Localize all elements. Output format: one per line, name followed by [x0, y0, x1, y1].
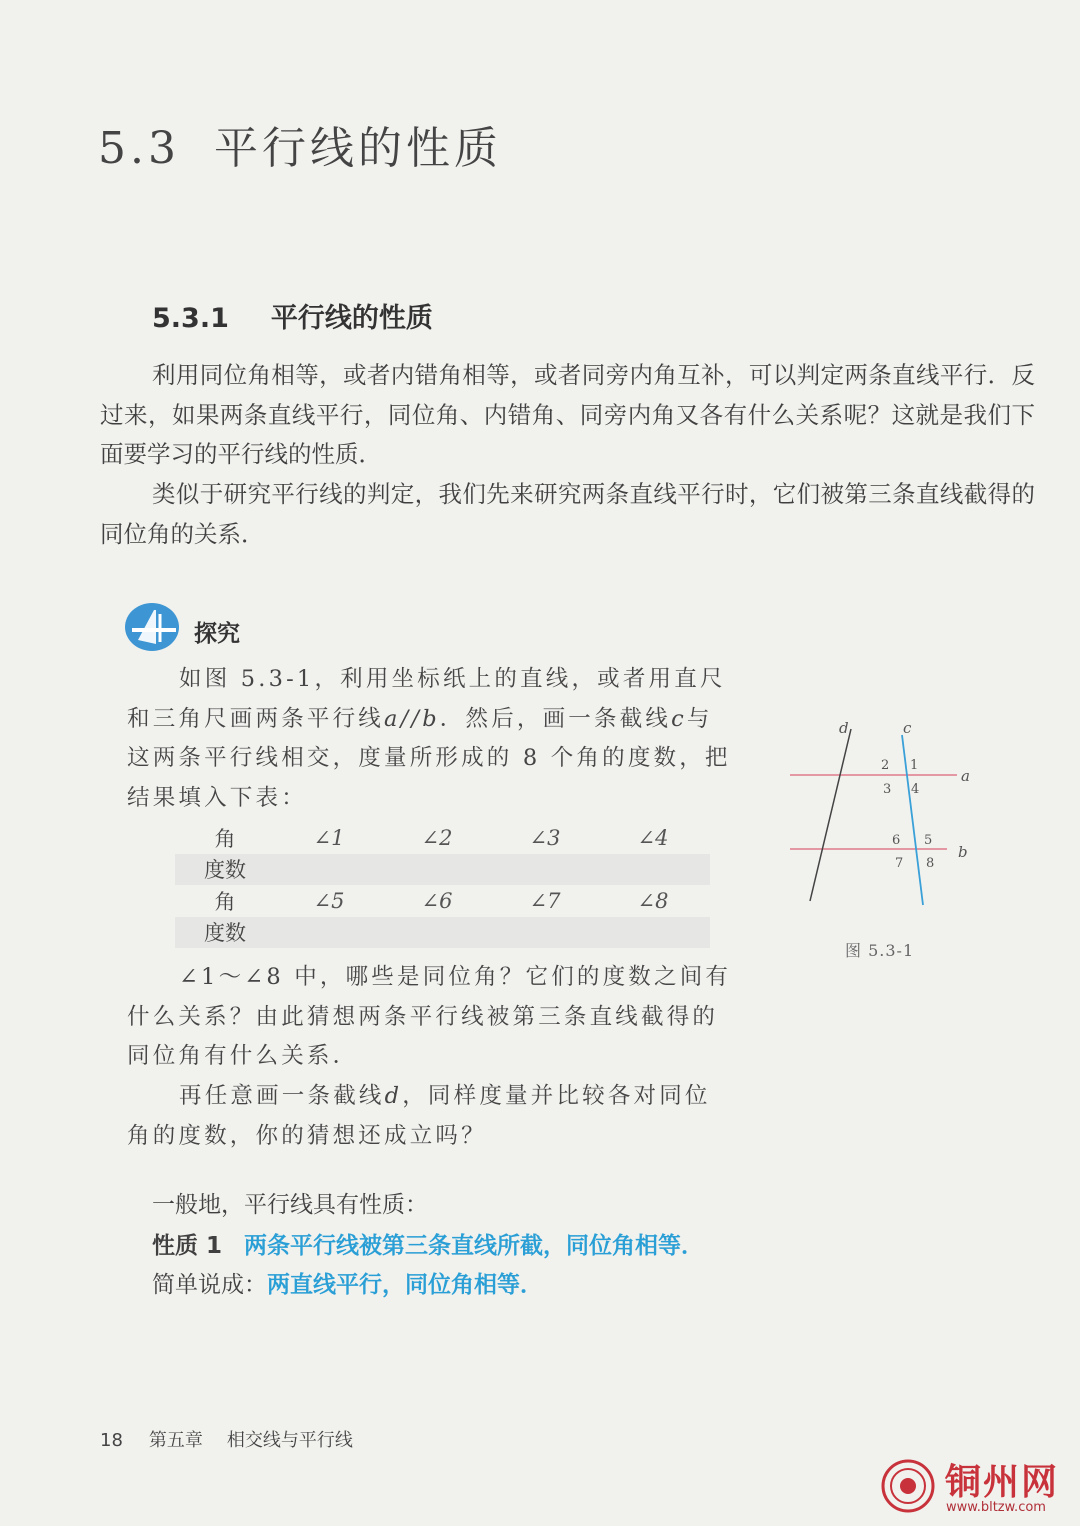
watermark-name: 铜州网 — [945, 1461, 1060, 1503]
explore-text: ．然后，画一条截线 — [439, 705, 672, 732]
property-label: 性质 1 — [152, 1233, 223, 1259]
table-row — [175, 885, 710, 917]
explore-icon — [124, 600, 182, 652]
explore-text: ，同样度量并比较各对同位角的度数，你的猜想还成立吗？ — [127, 1083, 711, 1149]
label-b: b — [958, 843, 968, 861]
section-title-text: 平行线的性质 — [213, 123, 502, 174]
table-cell: ∠7 — [529, 888, 561, 913]
explore-paragraph-3 — [127, 1077, 735, 1156]
intro-paragraph-1: 利用同位角相等，或者内错角相等，或者同旁内角互补，可以判定两条直线平行．反过来，如果两条直线平行，同位角、内错角、同旁内角又各有什么关系呢？这就是我们下面要学习的平行线的性质． — [100, 361, 1035, 468]
footer-chapter-title: 相交线与平行线 — [226, 1430, 353, 1451]
table-cell: ∠3 — [529, 825, 561, 850]
property-text: 两条平行线被第三条直线所截，同位角相等． — [243, 1233, 704, 1259]
angle-label: 6 — [892, 833, 901, 848]
explore-paragraph-1 — [127, 660, 735, 818]
table-row — [175, 822, 710, 854]
table-row — [175, 917, 710, 949]
line-d — [810, 729, 851, 901]
angle-label: 3 — [883, 782, 892, 797]
subsection-title — [152, 296, 433, 335]
table-cell: ∠5 — [313, 888, 345, 913]
label-c: c — [903, 719, 912, 737]
explore-text: 如图 5.3-1，利用坐标纸上的直线，或者用直尺和三角尺画两条平行线 — [127, 666, 726, 732]
explore-text: 再任意画一条截线 — [179, 1083, 385, 1109]
explore-text: 与这两条平行线相交，度量所形成的 8 个角的度数，把结果填入下表： — [127, 705, 731, 811]
angle-label: 8 — [926, 856, 935, 871]
angle-label: 1 — [910, 758, 919, 773]
section-title — [98, 112, 502, 176]
section-number: 5.3 — [98, 123, 180, 174]
explore-var-ab: a//b — [384, 705, 440, 732]
table-cell: ∠1 — [313, 825, 345, 850]
simple-label: 简单说成： — [152, 1272, 267, 1298]
table-row — [175, 854, 710, 886]
label-a: a — [961, 767, 970, 785]
figure-caption: 图 5.3-1 — [845, 941, 915, 960]
explore-var-c: c — [671, 705, 687, 732]
table-header-degree: 度数 — [204, 858, 246, 883]
watermark-url: www.bltzw.com — [946, 1500, 1046, 1515]
general-statement: 一般地，平行线具有性质： — [152, 1192, 428, 1218]
explore-paragraph-2: ∠1～∠8 中，哪些是同位角？它们的度数之间有什么关系？由此猜想两条平行线被第三条直线截得的同位角有什么关系． — [127, 964, 732, 1069]
label-d: d — [839, 719, 849, 737]
simple-text: 两直线平行，同位角相等． — [267, 1272, 543, 1298]
angle-label: 2 — [881, 758, 890, 773]
table-header-angle: 角 — [214, 889, 236, 914]
explore-label: 探究 — [194, 621, 240, 647]
table-cell: ∠2 — [421, 825, 453, 850]
subsection-number: 5.3.1 — [152, 303, 229, 334]
angle-table — [175, 822, 710, 948]
intro-paragraph-2: 类似于研究平行线的判定，我们先来研究两条直线平行时，它们被第三条直线截得的同位角的关系． — [100, 480, 1035, 548]
table-cell: ∠4 — [637, 825, 669, 850]
angle-label: 5 — [924, 833, 933, 848]
figure-parallel-lines — [785, 715, 985, 915]
angle-label: 4 — [911, 782, 920, 797]
table-header-degree: 度数 — [204, 921, 246, 946]
page-number: 18 — [100, 1430, 123, 1451]
table-cell: ∠6 — [421, 888, 453, 913]
angle-label: 7 — [895, 856, 904, 871]
footer-chapter: 第五章 — [148, 1430, 203, 1451]
watermark-seal-icon — [880, 1458, 936, 1514]
table-cell: ∠8 — [637, 888, 669, 913]
explore-var-d: d — [384, 1083, 403, 1109]
subsection-title-text: 平行线的性质 — [270, 303, 433, 334]
table-header-angle: 角 — [214, 826, 236, 851]
simple-statement — [152, 1266, 543, 1299]
page-footer — [100, 1426, 353, 1452]
property-1 — [152, 1227, 704, 1260]
